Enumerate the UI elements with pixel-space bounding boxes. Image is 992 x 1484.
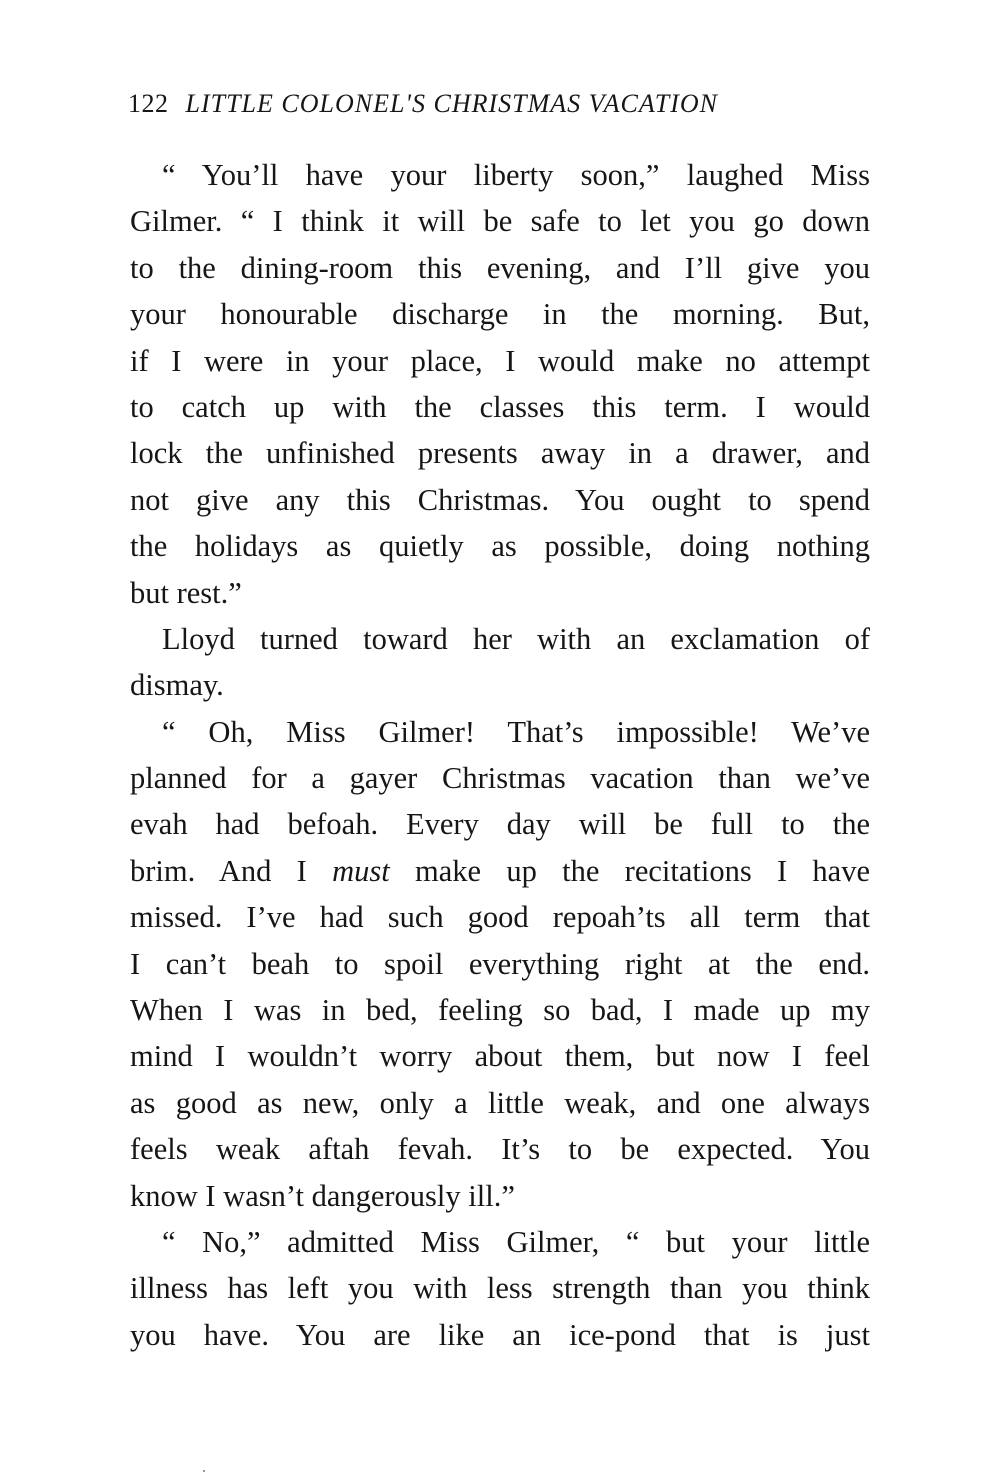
print-speck bbox=[203, 1470, 205, 1472]
text-line: missed. I’ve had such good repoah’ts all term that bbox=[130, 900, 870, 935]
text-line: lock the unfinished presents away in a drawer, and bbox=[130, 436, 870, 471]
text-line: planned for a gayer Christmas vacation than we’ve bbox=[130, 761, 870, 796]
text-line: illness has left you with less strength than you think bbox=[130, 1271, 870, 1306]
text-line: if I were in your place, I would make no attempt bbox=[130, 343, 870, 378]
text-line: dismay. bbox=[130, 668, 224, 703]
text-line: Lloyd turned toward her with an exclamation of bbox=[162, 621, 870, 656]
text-line: your honourable discharge in the morning. But, bbox=[130, 297, 870, 332]
page-number: 122 bbox=[128, 89, 169, 118]
text-line: feels weak aftah fevah. It’s to be expected. You bbox=[130, 1132, 870, 1167]
text-line: “ You’ll have your liberty soon,” laughed Miss bbox=[162, 158, 870, 192]
text-line: to the dining-room this evening, and I’ll give you bbox=[130, 250, 870, 285]
text-line: but rest.” bbox=[130, 575, 242, 610]
running-head bbox=[128, 86, 868, 122]
text-line-with-emphasis bbox=[130, 848, 870, 894]
emphasized-word: must bbox=[332, 853, 390, 888]
text-line: you have. You are like an ice-pond that is just bbox=[130, 1317, 870, 1352]
text-line: the holidays as quietly as possible, doing nothing bbox=[130, 529, 870, 564]
text-line: know I wasn’t dangerously ill.” bbox=[130, 1178, 515, 1213]
text-segment: brim. And I bbox=[130, 853, 333, 888]
text-line: “ Oh, Miss Gilmer! That’s impossible! We’ve bbox=[162, 714, 870, 749]
running-title: LITTLE COLONEL'S CHRISTMAS VACATION bbox=[185, 89, 718, 118]
text-line: “ No,” admitted Miss Gilmer, “ but your little bbox=[162, 1224, 870, 1259]
text-line: not give any this Christmas. You ought to spend bbox=[130, 482, 870, 517]
text-line: mind I wouldn’t worry about them, but now I feel bbox=[130, 1039, 870, 1074]
text-line: as good as new, only a little weak, and one always bbox=[130, 1085, 870, 1120]
text-segment: make up the recitations I have bbox=[389, 853, 870, 888]
text-line: When I was in bed, feeling so bad, I made up my bbox=[130, 993, 870, 1028]
text-line: evah had befoah. Every day will be full to the bbox=[130, 807, 870, 842]
text-line: Gilmer. “ I think it will be safe to let you go down bbox=[130, 204, 870, 239]
body-text bbox=[130, 152, 870, 1358]
text-line: to catch up with the classes this term. I would bbox=[130, 389, 870, 424]
text-line: I can’t beah to spoil everything right at the end. bbox=[130, 946, 870, 981]
